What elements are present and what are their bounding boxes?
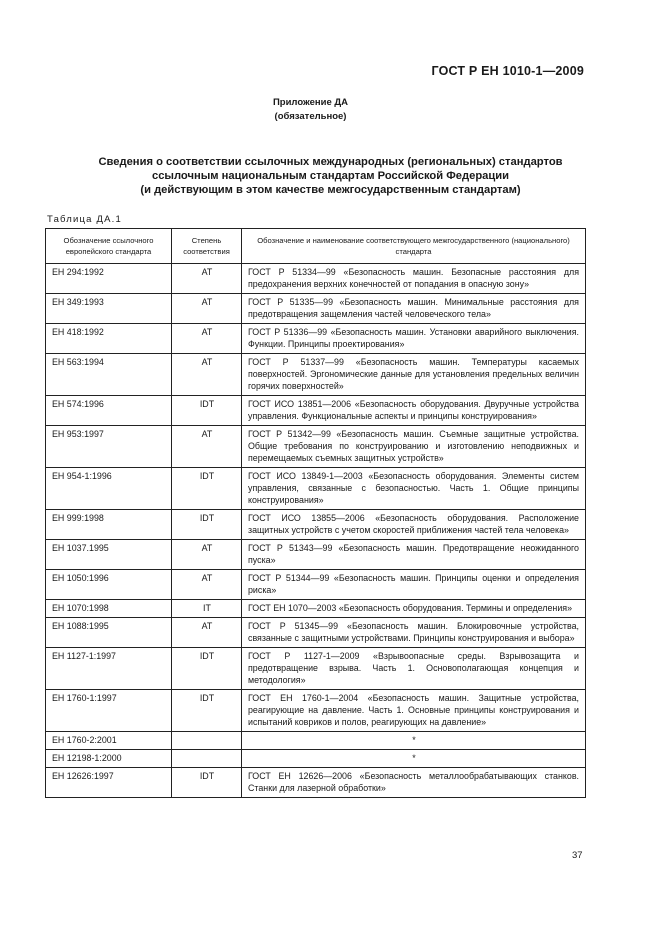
- cell-degree: AT: [172, 354, 242, 396]
- cell-ref-standard: ЕН 349:1993: [46, 294, 172, 324]
- table-row: [46, 732, 586, 750]
- table-row: [46, 510, 586, 540]
- table-row: [46, 570, 586, 600]
- cell-ref-standard: ЕН 12626:1997: [46, 768, 172, 798]
- cell-national-standard: ГОСТ ИСО 13849-1—2003 «Безопасность оборудования. Элементы систем управления, связанные с безопасностью. Часть 1. Общие принципы конструирования»: [242, 468, 586, 510]
- table-header-row: [46, 229, 586, 264]
- table-row: [46, 294, 586, 324]
- cell-national-standard: ГОСТ Р 51334—99 «Безопасность машин. Безопасные расстояния для предохранения верхних конечностей от попадания в опасную зону»: [242, 264, 586, 294]
- cell-degree: [172, 732, 242, 750]
- cell-national-standard: ГОСТ Р 51343—99 «Безопасность машин. Предотвращение неожиданного пуска»: [242, 540, 586, 570]
- cell-ref-standard: ЕН 1037.1995: [46, 540, 172, 570]
- appendix-note: (обязательное): [274, 111, 347, 122]
- cell-degree: IDT: [172, 768, 242, 798]
- table-row: [46, 648, 586, 690]
- table-row: [46, 354, 586, 396]
- cell-degree: IDT: [172, 468, 242, 510]
- cell-national-standard: ГОСТ ИСО 13851—2006 «Безопасность оборудования. Двуручные устройства управления. Функциональные аспекты и принципы конструирования»: [242, 396, 586, 426]
- cell-national-standard: ГОСТ ИСО 13855—2006 «Безопасность оборудования. Расположение защитных устройств с учетом скоростей приближения частей тела человека»: [242, 510, 586, 540]
- table-body: [46, 264, 586, 798]
- cell-national-standard: ГОСТ Р 51337—99 «Безопасность машин. Температуры касаемых поверхностей. Эргономические данные для установления предельных величин горячих поверхностей»: [242, 354, 586, 396]
- cell-ref-standard: ЕН 418:1992: [46, 324, 172, 354]
- cell-national-standard: ГОСТ Р 51335—99 «Безопасность машин. Минимальные расстояния для предотвращения защемления частей человеческого тела»: [242, 294, 586, 324]
- table-row: [46, 600, 586, 618]
- table-row: [46, 426, 586, 468]
- cell-degree: AT: [172, 426, 242, 468]
- cell-ref-standard: ЕН 563:1994: [46, 354, 172, 396]
- cell-ref-standard: ЕН 1088:1995: [46, 618, 172, 648]
- page-number: 37: [572, 850, 583, 861]
- section-title-line: Сведения о соответствии ссылочных международных (региональных) стандартов: [98, 156, 563, 168]
- table-row: [46, 396, 586, 426]
- appendix-heading: [0, 96, 661, 124]
- cell-degree: [172, 750, 242, 768]
- cell-ref-standard: ЕН 954-1:1996: [46, 468, 172, 510]
- table-row: [46, 324, 586, 354]
- cell-ref-standard: ЕН 574:1996: [46, 396, 172, 426]
- cell-degree: IDT: [172, 510, 242, 540]
- cell-national-standard: ГОСТ ЕН 1070—2003 «Безопасность оборудования. Термины и определения»: [242, 600, 586, 618]
- section-title: [40, 155, 621, 197]
- cell-ref-standard: ЕН 294:1992: [46, 264, 172, 294]
- section-title-line: ссылочным национальным стандартам Российской Федерации: [151, 170, 510, 182]
- section-title-line: (и действующим в этом качестве межгосударственным стандартам): [140, 184, 521, 196]
- cell-degree: AT: [172, 324, 242, 354]
- table-row: [46, 618, 586, 648]
- table-label: Таблица ДА.1: [47, 214, 122, 225]
- table-row: [46, 750, 586, 768]
- table-row: [46, 468, 586, 510]
- cell-degree: IDT: [172, 648, 242, 690]
- cell-national-standard: ГОСТ Р 51336—99 «Безопасность машин. Установки аварийного выключения. Функции. Принципы проектирования»: [242, 324, 586, 354]
- cell-national-standard: ГОСТ Р 1127-1—2009 «Взрывоопасные среды. Взрывозащита и предотвращение взрыва. Часть 1. Основополагающая концепция и методология»: [242, 648, 586, 690]
- cell-national-standard: ГОСТ Р 51344—99 «Безопасность машин. Принципы оценки и определения риска»: [242, 570, 586, 600]
- cell-ref-standard: ЕН 12198-1:2000: [46, 750, 172, 768]
- appendix-title: Приложение ДА: [272, 97, 349, 108]
- table-row: [46, 768, 586, 798]
- cell-ref-standard: ЕН 999:1998: [46, 510, 172, 540]
- cell-ref-standard: ЕН 1760-2:2001: [46, 732, 172, 750]
- header-degree: Степень соответствия: [172, 229, 242, 264]
- cell-national-standard: *: [242, 750, 586, 768]
- cell-national-standard: ГОСТ ЕН 12626—2006 «Безопасность металлообрабатывающих станков. Станки для лазерной обработки»: [242, 768, 586, 798]
- header-ref-standard: Обозначение ссылочного европейского стандарта: [46, 229, 172, 264]
- cell-degree: AT: [172, 294, 242, 324]
- cell-ref-standard: ЕН 1760-1:1997: [46, 690, 172, 732]
- cell-ref-standard: ЕН 1050:1996: [46, 570, 172, 600]
- cell-national-standard: *: [242, 732, 586, 750]
- cell-degree: IDT: [172, 396, 242, 426]
- cell-ref-standard: ЕН 953:1997: [46, 426, 172, 468]
- table-row: [46, 690, 586, 732]
- cell-national-standard: ГОСТ Р 51342—99 «Безопасность машин. Съемные защитные устройства. Общие требования по конструированию и изготовлению неподвижных и перемещаемых съемных защитных устройств»: [242, 426, 586, 468]
- cell-degree: IDT: [172, 690, 242, 732]
- cell-national-standard: ГОСТ ЕН 1760-1—2004 «Безопасность машин. Защитные устройства, реагирующие на давление. Часть 1. Основные принципы конструирования и испытаний ковриков и полов, реагирующих на давление»: [242, 690, 586, 732]
- cell-degree: AT: [172, 618, 242, 648]
- document-code: ГОСТ Р ЕН 1010-1—2009: [431, 64, 584, 78]
- table-row: [46, 264, 586, 294]
- cell-degree: AT: [172, 264, 242, 294]
- header-national-standard: Обозначение и наименование соответствующего межгосударственного (национального) стандарта: [242, 229, 586, 264]
- cell-ref-standard: ЕН 1127-1:1997: [46, 648, 172, 690]
- cell-degree: AT: [172, 570, 242, 600]
- reference-table: [45, 228, 586, 798]
- cell-ref-standard: ЕН 1070:1998: [46, 600, 172, 618]
- cell-degree: IT: [172, 600, 242, 618]
- cell-degree: AT: [172, 540, 242, 570]
- cell-national-standard: ГОСТ Р 51345—99 «Безопасность машин. Блокировочные устройства, связанные с защитными устройствами. Принципы конструирования и выбора»: [242, 618, 586, 648]
- table-row: [46, 540, 586, 570]
